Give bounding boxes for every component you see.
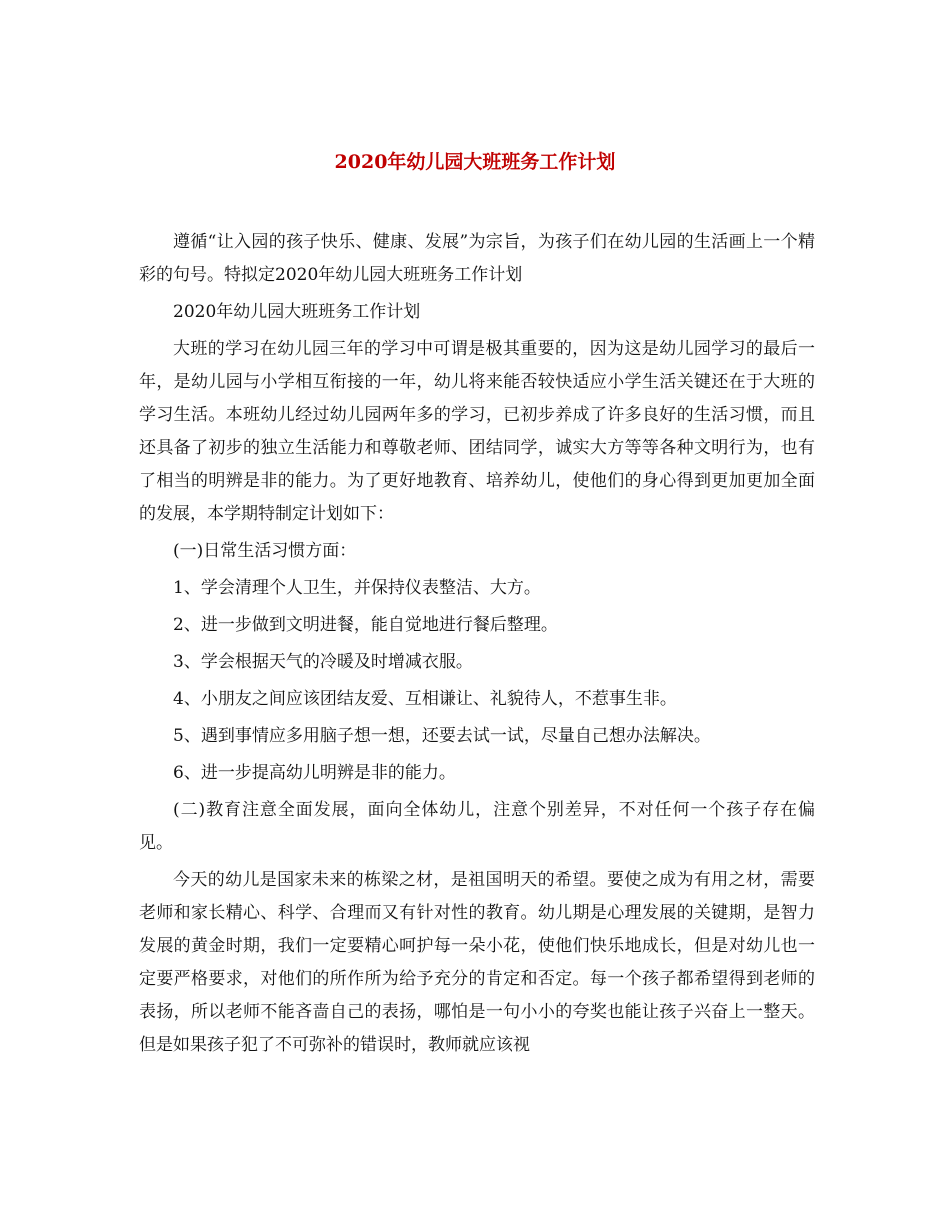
paragraph-subtitle: 2020年幼儿园大班班务工作计划 xyxy=(173,302,421,322)
section-heading-education: (二)教育注意全面发展，面向全体幼儿，注意个别差异，不对任何一个孩子存在偏见。 xyxy=(139,800,815,853)
list-item-4: 4、小朋友之间应该团结友爱、互相谦让、礼貌待人，不惹事生非。 xyxy=(173,689,677,709)
section-heading-daily-habits: (一)日常生活习惯方面： xyxy=(173,541,357,561)
document-body xyxy=(139,226,815,1062)
paragraph-overview: 大班的学习在幼儿园三年的学习中可谓是极其重要的，因为这是幼儿园学习的最后一年，是幼儿园与小学相互衔接的一年，幼儿将来能否较快适应小学生活关键还在于大班的学习生活。本班幼儿经过幼儿园两年多的学习，已初步养成了许多良好的生活习惯，而且还具备了初步的独立生活能力和尊敬老师、团结同学，诚实大方等等各种文明行为，也有了相当的明辨是非的能力。为了更好地教育、培养幼儿，使他们的身心得到更加更加全面的发展，本学期特制定计划如下： xyxy=(139,339,815,524)
list-item-1: 1、学会清理个人卫生，并保持仪表整洁、大方。 xyxy=(173,578,541,598)
list-item-2: 2、进一步做到文明进餐，能自觉地进行餐后整理。 xyxy=(173,615,558,635)
list-item-6: 6、进一步提高幼儿明辨是非的能力。 xyxy=(173,763,456,783)
list-item-5: 5、遇到事情应多用脑子想一想，还要去试一试，尽量自己想办法解决。 xyxy=(173,726,711,746)
paragraph-intro: 遵循“让入园的孩子快乐、健康、发展”为宗旨，为孩子们在幼儿园的生活画上一个精彩的句号。特拟定2020年幼儿园大班班务工作计划 xyxy=(139,232,815,285)
document-title: 2020年幼儿园大班班务工作计划 xyxy=(334,151,616,173)
list-item-3: 3、学会根据天气的冷暖及时增减衣服。 xyxy=(173,652,473,672)
paragraph-education-body: 今天的幼儿是国家未来的栋梁之材，是祖国明天的希望。要使之成为有用之材，需要老师和家长精心、科学、合理而又有针对性的教育。幼儿期是心理发展的关键期，是智力发展的黄金时期，我们一定要精心呵护每一朵小花，使他们快乐地成长，但是对幼儿也一定要严格要求，对他们的所作所为给予充分的肯定和否定。每一个孩子都希望得到老师的表扬，所以老师不能吝啬自己的表扬，哪怕是一句小小的夸奖也能让孩子兴奋上一整天。但是如果孩子犯了不可弥补的错误时，教师就应该视 xyxy=(139,870,815,1055)
